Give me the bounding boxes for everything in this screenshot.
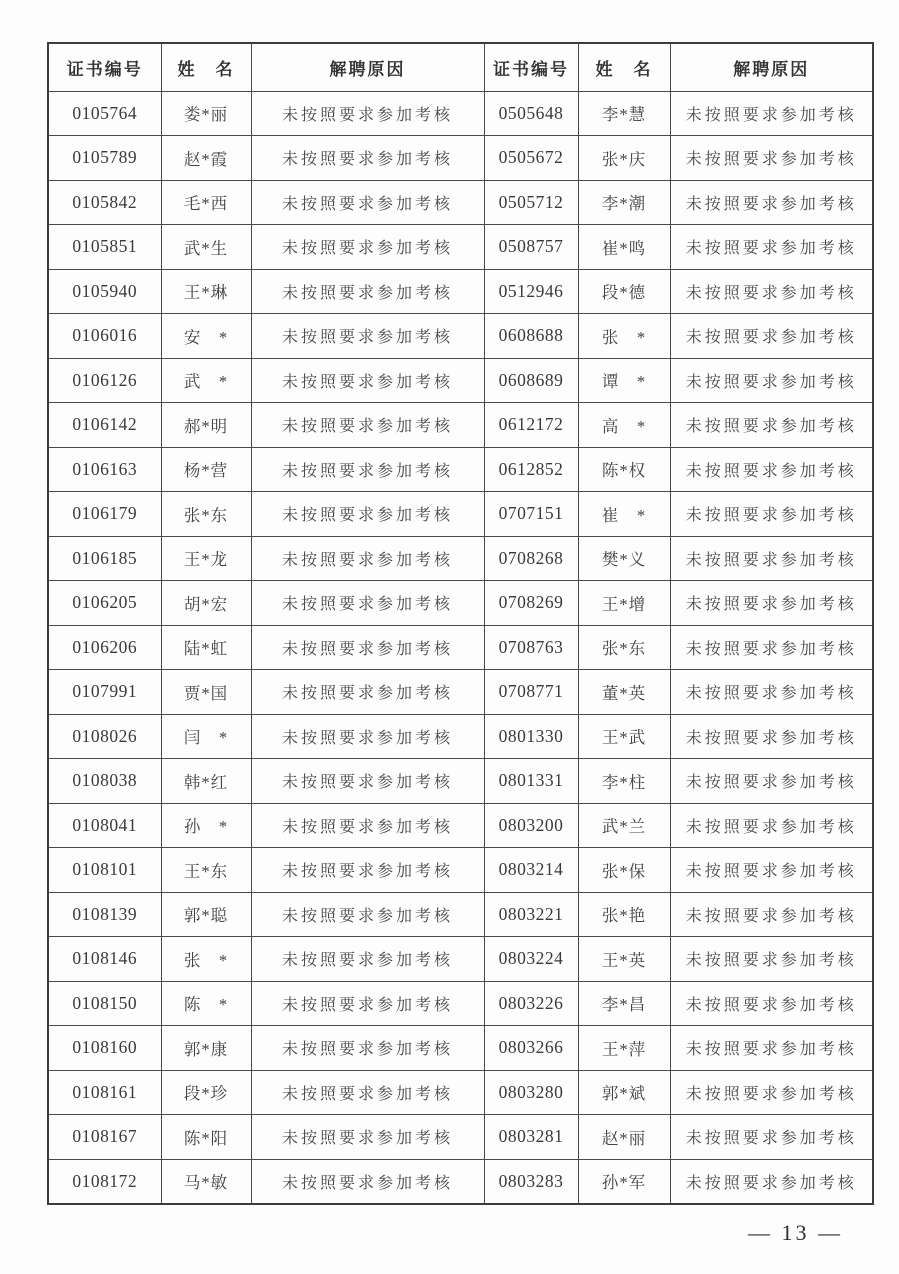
- certificate-number-cell: 0105842: [48, 180, 161, 225]
- name-cell: 王*琳: [161, 269, 251, 314]
- certificate-number-cell: 0803283: [484, 1159, 578, 1204]
- name-cell: 郭*康: [161, 1026, 251, 1071]
- certificate-number-cell: 0108139: [48, 892, 161, 937]
- dismissal-reason-cell: 未按照要求参加考核: [670, 1159, 873, 1204]
- dismissal-reason-cell: 未按照要求参加考核: [251, 848, 484, 893]
- dismissal-reason-cell: 未按照要求参加考核: [670, 892, 873, 937]
- table-row: [48, 625, 873, 670]
- table-row: [48, 492, 873, 537]
- name-cell: 张*艳: [578, 892, 670, 937]
- dismissal-reason-cell: 未按照要求参加考核: [670, 759, 873, 804]
- certificate-number-cell: 0108160: [48, 1026, 161, 1071]
- table-row: [48, 1026, 873, 1071]
- certificate-number-cell: 0106206: [48, 625, 161, 670]
- certificate-number-cell: 0708771: [484, 670, 578, 715]
- name-cell: 张 *: [161, 937, 251, 982]
- table-row: [48, 358, 873, 403]
- dismissal-reason-cell: 未按照要求参加考核: [670, 180, 873, 225]
- name-cell: 闫 *: [161, 714, 251, 759]
- certificate-number-cell: 0505648: [484, 91, 578, 136]
- name-cell: 张*保: [578, 848, 670, 893]
- dismissal-reason-cell: 未按照要求参加考核: [251, 269, 484, 314]
- table-row: [48, 1159, 873, 1204]
- dismissal-reason-cell: 未按照要求参加考核: [251, 1070, 484, 1115]
- table-row: [48, 937, 873, 982]
- certificate-number-cell: 0608688: [484, 314, 578, 359]
- name-cell: 段*珍: [161, 1070, 251, 1115]
- table-row: [48, 269, 873, 314]
- table-row: [48, 314, 873, 359]
- certificate-number-cell: 0106179: [48, 492, 161, 537]
- table-row: [48, 892, 873, 937]
- dismissal-reason-cell: 未按照要求参加考核: [251, 803, 484, 848]
- dismissal-reason-cell: 未按照要求参加考核: [670, 225, 873, 270]
- table-row: [48, 180, 873, 225]
- certificate-number-cell: 0106163: [48, 447, 161, 492]
- table-row: [48, 981, 873, 1026]
- name-cell: 韩*红: [161, 759, 251, 804]
- name-cell: 段*德: [578, 269, 670, 314]
- dismissal-reason-cell: 未按照要求参加考核: [670, 269, 873, 314]
- dismissal-reason-cell: 未按照要求参加考核: [251, 1115, 484, 1160]
- certificate-number-cell: 0512946: [484, 269, 578, 314]
- name-cell: 崔 *: [578, 492, 670, 537]
- certificate-number-cell: 0803200: [484, 803, 578, 848]
- name-cell: 王*萍: [578, 1026, 670, 1071]
- name-cell: 陆*虹: [161, 625, 251, 670]
- dismissal-reason-cell: 未按照要求参加考核: [251, 403, 484, 448]
- certificate-number-cell: 0708269: [484, 581, 578, 626]
- dismissal-reason-cell: 未按照要求参加考核: [670, 358, 873, 403]
- name-cell: 武*兰: [578, 803, 670, 848]
- dismissal-reason-cell: 未按照要求参加考核: [670, 403, 873, 448]
- dismissal-reason-cell: 未按照要求参加考核: [251, 536, 484, 581]
- table-row: [48, 91, 873, 136]
- dismissal-reason-cell: 未按照要求参加考核: [251, 492, 484, 537]
- dismissal-reason-cell: 未按照要求参加考核: [251, 670, 484, 715]
- header-certificate-number-right: 证书编号: [484, 43, 578, 91]
- table-body: [48, 91, 873, 1204]
- dismissal-reason-cell: 未按照要求参加考核: [251, 581, 484, 626]
- dismissal-reason-cell: 未按照要求参加考核: [670, 314, 873, 359]
- name-cell: 胡*宏: [161, 581, 251, 626]
- certificate-number-cell: 0106142: [48, 403, 161, 448]
- certificate-number-cell: 0108172: [48, 1159, 161, 1204]
- dismissal-reason-cell: 未按照要求参加考核: [670, 581, 873, 626]
- certificate-number-cell: 0108026: [48, 714, 161, 759]
- name-cell: 王*武: [578, 714, 670, 759]
- certificate-number-cell: 0708763: [484, 625, 578, 670]
- certificate-number-cell: 0108146: [48, 937, 161, 982]
- dismissal-reason-cell: 未按照要求参加考核: [251, 1026, 484, 1071]
- dismissal-reason-cell: 未按照要求参加考核: [670, 1070, 873, 1115]
- dismissal-reason-cell: 未按照要求参加考核: [670, 1115, 873, 1160]
- dismissal-reason-cell: 未按照要求参加考核: [670, 670, 873, 715]
- table-row: [48, 536, 873, 581]
- certificate-number-cell: 0106205: [48, 581, 161, 626]
- certificate-number-cell: 0608689: [484, 358, 578, 403]
- dismissal-reason-cell: 未按照要求参加考核: [251, 892, 484, 937]
- name-cell: 李*慧: [578, 91, 670, 136]
- table-row: [48, 714, 873, 759]
- name-cell: 武*生: [161, 225, 251, 270]
- name-cell: 王*增: [578, 581, 670, 626]
- name-cell: 王*龙: [161, 536, 251, 581]
- table-row: [48, 581, 873, 626]
- dismissal-reason-cell: 未按照要求参加考核: [670, 91, 873, 136]
- certificate-number-cell: 0107991: [48, 670, 161, 715]
- dismissal-reason-cell: 未按照要求参加考核: [251, 1159, 484, 1204]
- dismissal-reason-cell: 未按照要求参加考核: [670, 536, 873, 581]
- name-cell: 高 *: [578, 403, 670, 448]
- dismissal-reason-cell: 未按照要求参加考核: [670, 136, 873, 181]
- certificate-number-cell: 0105789: [48, 136, 161, 181]
- dismissal-reason-cell: 未按照要求参加考核: [251, 981, 484, 1026]
- dismissal-reason-cell: 未按照要求参加考核: [251, 714, 484, 759]
- name-cell: 崔*鸣: [578, 225, 670, 270]
- header-name-left: 姓 名: [161, 43, 251, 91]
- dismissal-table: [47, 42, 874, 1205]
- certificate-number-cell: 0803266: [484, 1026, 578, 1071]
- name-cell: 娄*丽: [161, 91, 251, 136]
- name-cell: 陈*阳: [161, 1115, 251, 1160]
- name-cell: 武 *: [161, 358, 251, 403]
- certificate-number-cell: 0803224: [484, 937, 578, 982]
- name-cell: 李*昌: [578, 981, 670, 1026]
- certificate-number-cell: 0105940: [48, 269, 161, 314]
- dismissal-reason-cell: 未按照要求参加考核: [251, 314, 484, 359]
- name-cell: 李*柱: [578, 759, 670, 804]
- dismissal-reason-cell: 未按照要求参加考核: [251, 91, 484, 136]
- name-cell: 董*英: [578, 670, 670, 715]
- table-row: [48, 670, 873, 715]
- certificate-number-cell: 0108161: [48, 1070, 161, 1115]
- name-cell: 安 *: [161, 314, 251, 359]
- header-dismissal-reason-left: 解聘原因: [251, 43, 484, 91]
- certificate-number-cell: 0801331: [484, 759, 578, 804]
- table-row: [48, 447, 873, 492]
- dismissal-reason-cell: 未按照要求参加考核: [670, 981, 873, 1026]
- table-header-row: [48, 43, 873, 91]
- name-cell: 樊*义: [578, 536, 670, 581]
- table-row: [48, 759, 873, 804]
- table-row: [48, 403, 873, 448]
- name-cell: 贾*国: [161, 670, 251, 715]
- name-cell: 赵*丽: [578, 1115, 670, 1160]
- certificate-number-cell: 0108041: [48, 803, 161, 848]
- name-cell: 陈 *: [161, 981, 251, 1026]
- name-cell: 郝*明: [161, 403, 251, 448]
- certificate-number-cell: 0108150: [48, 981, 161, 1026]
- table-row: [48, 136, 873, 181]
- certificate-number-cell: 0612852: [484, 447, 578, 492]
- name-cell: 张 *: [578, 314, 670, 359]
- certificate-number-cell: 0803221: [484, 892, 578, 937]
- name-cell: 毛*西: [161, 180, 251, 225]
- header-name-right: 姓 名: [578, 43, 670, 91]
- certificate-number-cell: 0108038: [48, 759, 161, 804]
- name-cell: 谭 *: [578, 358, 670, 403]
- name-cell: 王*英: [578, 937, 670, 982]
- dismissal-reason-cell: 未按照要求参加考核: [670, 803, 873, 848]
- name-cell: 张*东: [578, 625, 670, 670]
- dismissal-reason-cell: 未按照要求参加考核: [251, 136, 484, 181]
- table-row: [48, 1070, 873, 1115]
- dismissal-reason-cell: 未按照要求参加考核: [670, 625, 873, 670]
- certificate-number-cell: 0803281: [484, 1115, 578, 1160]
- certificate-number-cell: 0105851: [48, 225, 161, 270]
- certificate-number-cell: 0803214: [484, 848, 578, 893]
- certificate-number-cell: 0108167: [48, 1115, 161, 1160]
- name-cell: 王*东: [161, 848, 251, 893]
- name-cell: 孙 *: [161, 803, 251, 848]
- certificate-number-cell: 0106185: [48, 536, 161, 581]
- dismissal-reason-cell: 未按照要求参加考核: [251, 625, 484, 670]
- name-cell: 赵*霞: [161, 136, 251, 181]
- certificate-number-cell: 0801330: [484, 714, 578, 759]
- certificate-number-cell: 0108101: [48, 848, 161, 893]
- dismissal-reason-cell: 未按照要求参加考核: [670, 447, 873, 492]
- certificate-number-cell: 0708268: [484, 536, 578, 581]
- name-cell: 郭*聪: [161, 892, 251, 937]
- name-cell: 张*东: [161, 492, 251, 537]
- name-cell: 张*庆: [578, 136, 670, 181]
- header-dismissal-reason-right: 解聘原因: [670, 43, 873, 91]
- name-cell: 杨*营: [161, 447, 251, 492]
- dismissal-reason-cell: 未按照要求参加考核: [251, 759, 484, 804]
- certificate-number-cell: 0106016: [48, 314, 161, 359]
- certificate-number-cell: 0612172: [484, 403, 578, 448]
- name-cell: 郭*斌: [578, 1070, 670, 1115]
- dismissal-reason-cell: 未按照要求参加考核: [251, 358, 484, 403]
- certificate-number-cell: 0508757: [484, 225, 578, 270]
- dismissal-reason-cell: 未按照要求参加考核: [251, 937, 484, 982]
- dismissal-reason-cell: 未按照要求参加考核: [670, 848, 873, 893]
- header-certificate-number-left: 证书编号: [48, 43, 161, 91]
- dismissal-reason-cell: 未按照要求参加考核: [670, 492, 873, 537]
- dismissal-reason-cell: 未按照要求参加考核: [670, 937, 873, 982]
- certificate-number-cell: 0505712: [484, 180, 578, 225]
- table-row: [48, 1115, 873, 1160]
- certificate-number-cell: 0803226: [484, 981, 578, 1026]
- dismissal-reason-cell: 未按照要求参加考核: [251, 225, 484, 270]
- name-cell: 陈*权: [578, 447, 670, 492]
- certificate-number-cell: 0105764: [48, 91, 161, 136]
- dismissal-reason-cell: 未按照要求参加考核: [251, 447, 484, 492]
- dismissal-reason-cell: 未按照要求参加考核: [251, 180, 484, 225]
- certificate-number-cell: 0106126: [48, 358, 161, 403]
- name-cell: 马*敏: [161, 1159, 251, 1204]
- page-number: — 13 —: [748, 1220, 843, 1245]
- table-row: [48, 803, 873, 848]
- certificate-number-cell: 0505672: [484, 136, 578, 181]
- certificate-number-cell: 0803280: [484, 1070, 578, 1115]
- certificate-number-cell: 0707151: [484, 492, 578, 537]
- dismissal-reason-cell: 未按照要求参加考核: [670, 714, 873, 759]
- name-cell: 李*潮: [578, 180, 670, 225]
- name-cell: 孙*军: [578, 1159, 670, 1204]
- dismissal-reason-cell: 未按照要求参加考核: [670, 1026, 873, 1071]
- table-row: [48, 225, 873, 270]
- table-row: [48, 848, 873, 893]
